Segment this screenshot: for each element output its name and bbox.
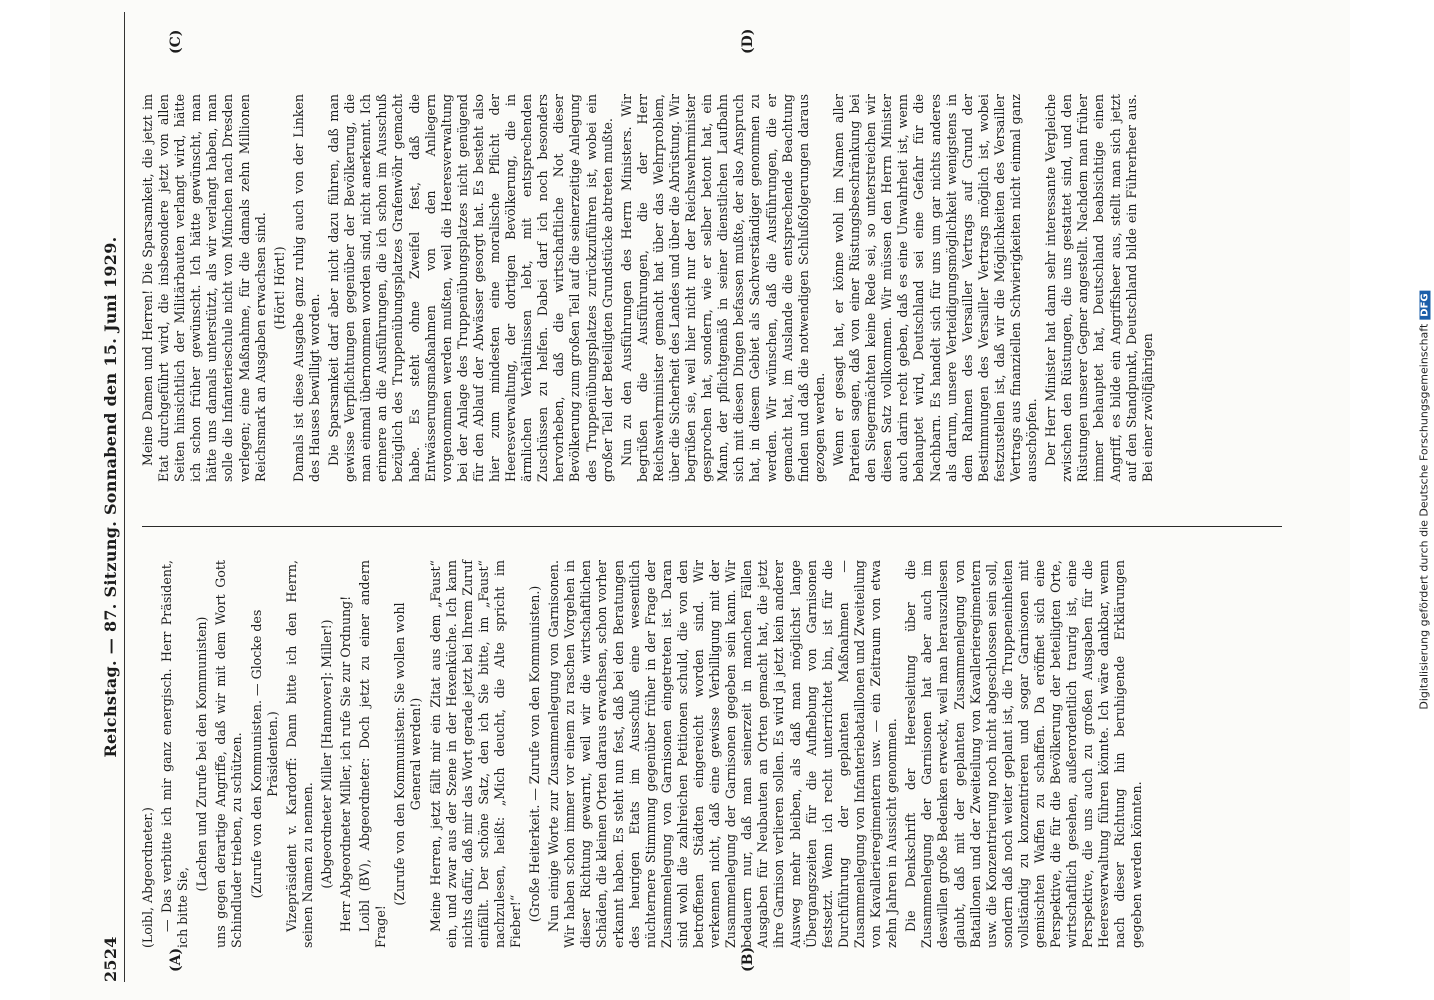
- paragraph: Meine Herren, jetzt fällt mir ein Zitat aus dem „Faust“ ein, und zwar aus der Szene in der Hexenküche. Ich kann nichts dafür, daß mir das Wort gerade jetzt bei Ihrem Zuruf einfällt. Der schöne Satz, den ich Sie bitte, im „Faust“ nachzulesen, heißt: „Mich deucht, die Alte spricht im Fieber!“: [427, 560, 523, 948]
- digitization-credit: [1418, 290, 1431, 709]
- credit-text: Digitalisierung gefördert durch die Deutsche Forschungsgemeinschaft: [1417, 323, 1431, 710]
- page-header: [90, 12, 125, 982]
- paragraph: Damals ist diese Ausgabe ganz ruhig auch von der Linken des Hauses bewilligt worden.: [290, 94, 322, 482]
- paragraph: — Das verbitte ich mir ganz energisch. Herr Präsident, ich bitte Sie,: [159, 560, 191, 948]
- page-number: 2524: [101, 936, 120, 982]
- right-column: [140, 94, 1159, 482]
- paragraph: (Loibl, Abgeordneter.): [140, 807, 155, 948]
- paragraph: Herr Abgeordneter Miller, ich rufe Sie zur Ordnung!: [338, 595, 354, 932]
- interjection: (Hört! Hört!): [271, 246, 287, 330]
- margin-mark-d: (D): [740, 28, 756, 54]
- paragraph: Loibl (BV), Abgeordneter: Doch jetzt zu einer andern Frage!: [357, 560, 389, 948]
- running-title: Reichstag. — 87. Sitzung. Sonnabend den 15. Juni 1929.: [101, 236, 120, 758]
- interjection: (Zurufe von den Kommunisten: Sie wollen wohl General werden!): [392, 602, 424, 906]
- column-divider: [142, 526, 1282, 527]
- margin-mark-c: (C): [168, 29, 184, 54]
- paragraph: uns gegen derartige Angriffe, daß wir mit dem Wort Gott Schindluder trieben, zu schützen.: [213, 560, 245, 948]
- margin-mark-a: (A): [168, 947, 184, 972]
- paragraph: Meine Damen und Herren! Die Sparsamkeit, die jetzt im Etat durchgeführt wird, die insbesondere jetzt von allen Seiten hinsichtlich der Militärbauten verlangt wird, hätte ich schon früher gewünscht. Ich hätte gewünscht, man hätte uns damals unterstützt, als wir verlangt haben, man solle die Infanterieschule nicht von München nach Dresden verlegen; eine Maßnahme, für die damals zehn Millionen Reichsmark an Ausgaben erwachsen sind.: [140, 94, 268, 482]
- paragraph: Nun einige Worte zur Zusammenlegung von Garnisonen. Wir haben schon immer vor einem zu raschen Vorgehen in dieser Richtung gewarnt, weil wir die wirtschaftlichen Schäden, die kleinen Orten daraus erwachsen, schon vorher erkannt haben. Es steht nun fest, daß bei den Beratungen des heurigen Etats im Ausschuß eine wesentlich nüchternere Stimmung gegenüber früher in der Frage der Zusammenlegung von Garnisonen eingetreten ist. Daran sind wohl die zahlreichen Petitionen schuld, die von den betroffenen Städten eingereicht worden sind. Wir verkennen nicht, daß eine gewisse Verbilligung mit der Zusammenlegung der Garnisonen gegeben sein kann. Wir bedauern nur, daß man seinerzeit in manchen Fällen Ausgaben für Neubauten an Orten gemacht hat, die jetzt ihre Garnison verlieren sollen. Es wird ja jetzt kein anderer Ausweg mehr bleiben, als daß man möglichst lange Übergangszeiten für die Aufhebung von Garnisonen festsetzt. Wenn ich recht unterrichtet bin, ist für die Durchführung der geplanten Maßnahmen — Zusammenlegung von Infanteriebataillonen und Zweiteilung von Kavallerieregimentern usw. — ein Zeitraum von etwa zehn Jahren in Aussicht genommen.: [546, 560, 900, 948]
- dfg-logo: DFG: [1420, 290, 1431, 319]
- rotated-scan: [50, 0, 1350, 1000]
- interjection: (Große Heiterkeit. — Zurufe von den Kommunisten.): [527, 585, 543, 923]
- paragraph: Die Sparsamkeit darf aber nicht dazu führen, daß man gewisse Verpflichtungen gegenüber der Bevölkerung, die man einmal übernommen worden sind, nicht anerkennt. Ich erinnere an die Ausführungen, die ich schon im Ausschuß bezüglich des Truppenübungsplatzes Grafenwöhr gemacht habe. Es steht ohne Zweifel fest, daß die Entwässerungsmaßnahmen von den Anliegern vorgenommen werden mußten, weil die Heeresverwaltung bei der Anlage des Truppenübungsplatzes nicht genügend für den Ablauf der Abwässer gesorgt hat. Es besteht also hier zum mindesten eine moralische Pflicht der Heeresverwaltung, der dortigen Bevölkerung, die in ärmlichen Verhältnissen lebt, mit entsprechenden Zuschüssen zu helfen. Dabei darf ich noch besonders hervorheben, daß die wirtschaftliche Not dieser Bevölkerung zum großen Teil auf die seinerzeitige Anlegung des Truppenübungsplatzes zurückzuführen ist, wobei ein großer Teil der Beteiligten Grundstücke abtreten mußte.: [326, 94, 615, 482]
- interjection: (Zurufe von den Kommunisten. — Glocke des Präsidenten.): [248, 609, 280, 899]
- paragraph: Wenn er gesagt hat, er könne wohl im Namen aller Parteien sagen, daß von einer Rüstungsbeschränkung bei den Siegermächten keine Rede sei, so unterstreichen wir diesen Satz vollkommen. Wir müssen den Herrn Minister auch darin recht geben, daß es eine Unwahrheit ist, wenn behauptet wird, Deutschland sei eine Gefahr für die Nachbarn. Es handelt sich für uns um gar nichts anderes als darum, unsere Verteidigungsmöglichkeit wenigstens in dem Rahmen des Versailler Vertrags auf Grund der Bestimmungen des Versailler Vertrags möglich ist, wobei festzustellen ist, daß wir die Möglichkeiten des Versailler Vertrags aus finanziellen Schwierigkeiten nicht einmal ganz ausschöpfen.: [830, 94, 1040, 482]
- margin-mark-b: (B): [740, 946, 756, 972]
- left-column: [140, 560, 1148, 948]
- paragraph: Nun zu den Ausführungen des Herrn Ministers. Wir begrüßen die Ausführungen, die der Herr Reichswehrminister gemacht hat über das Wehrproblem, über die Sicherheit des Landes und über die Abrüstung. Wir begrüßen sie, weil hier nicht nur der Reichswehrminister gesprochen hat, sondern, wie er selber betont hat, ein Mann, der pflichtgemäß in seiner dienstlichen Laufbahn sich mit diesen Dingen befassen mußte, der also Anspruch hat, in diesem Gebiet als Sachverständiger genommen zu werden. Wir wünschen, daß die Ausführungen, die er gemacht hat, im Auslande die entsprechende Beachtung finden und daß die notwendigen Schlußfolgerungen daraus gezogen werden.: [618, 94, 827, 482]
- interjection: (Abgeordneter Miller [Hannover]: Miller!): [318, 619, 334, 889]
- document-page: [50, 0, 1350, 1000]
- paragraph: Vizepräsident v. Kardorff: Dann bitte ich den Herrn, seinen Namen zu nennen.: [283, 560, 315, 948]
- paragraph: Die Denkschrift der Heeresleitung über die Zusammenlegung der Garnisonen hat aber auch im deswillen große Bedenken erweckt, weil man herauszulesen glaubt, daß mit der geplanten Zusammenlegung von Bataillonen und der Zweiteilung von Kavallerieregimentern usw. die Konzentrierung noch nicht abgeschlossen sein soll, sondern daß noch weiter geplant ist, die Truppeneinheiten vollständig zu konzentrieren und sogar Garnisonen mit gemischten Waffen zu schaffen. Da eröffnet sich eine Perspektive, die für die Bevölkerung der beteiligten Orte, wirtschaftlich gesehen, außerordentlich traurig ist, eine Perspektive, die uns auch zu großen Ausgaben für die Heeresverwaltung führen könnte. Ich wäre dankbar, wenn nach dieser Richtung hin beruhigende Erklärungen gegeben werden könnten.: [903, 560, 1144, 948]
- interjection: (Lachen und Zurufe bei den Kommunisten): [194, 616, 210, 892]
- paragraph: Der Herr Minister hat dann sehr interessante Vergleiche zwischen den Rüstungen, die uns gestattet sind, und den Rüstungen unserer Gegner angestellt. Nachdem man früher immer behauptet hat, Deutschland beabsichtige einen Angriff, es bilde ein Angriffsheer aus, stellt man sich jetzt auf den Standpunkt, Deutschland bilde ein Führerheer aus. Bei einer zwölfjährigen: [1043, 94, 1155, 482]
